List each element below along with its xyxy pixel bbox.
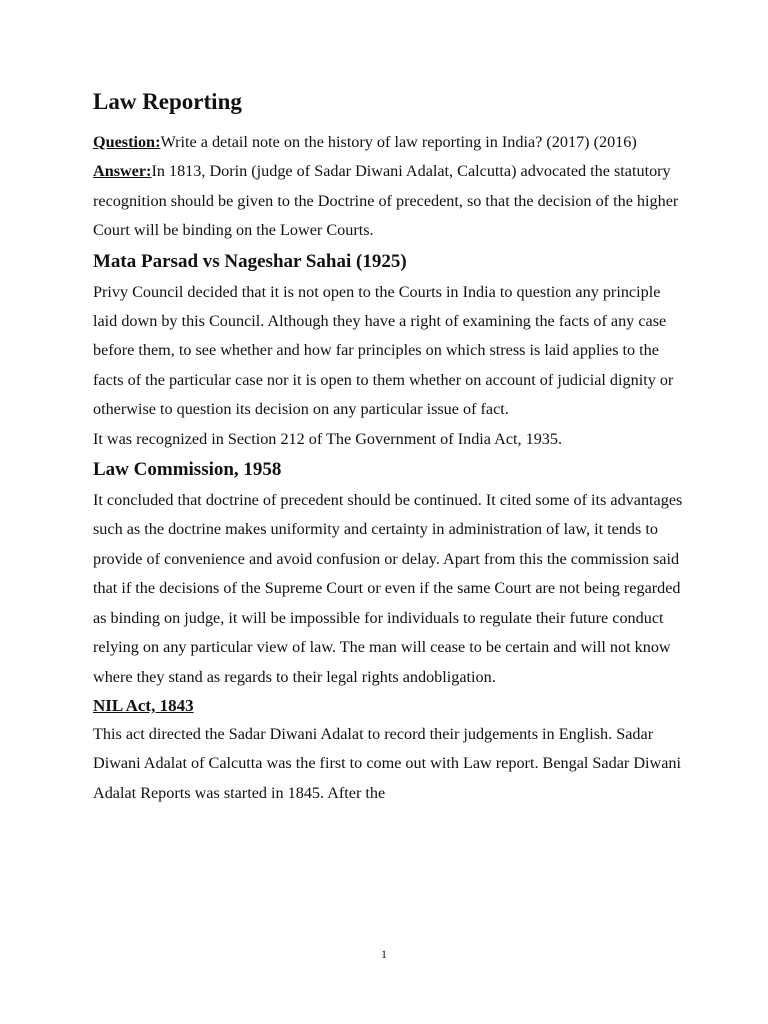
- document-page: [93, 86, 683, 808]
- question-text: Write a detail note on the history of law reporting in India? (2017) (2016): [160, 133, 637, 151]
- section-paragraph: It was recognized in Section 212 of The Government of India Act, 1935.: [93, 429, 563, 448]
- section-paragraph: This act directed the Sadar Diwani Adalat to record their judgements in English. Sadar Diwani Adalat of Calcutta was the first to come out with Law report. Bengal Sadar Diwani Adalat Reports was started in 1845. After the: [93, 724, 681, 802]
- section-heading-law-commission: Law Commission, 1958: [93, 459, 282, 481]
- answer-paragraph: [93, 157, 683, 245]
- document-title: Law Reporting: [93, 89, 242, 114]
- question-label: Question:: [93, 133, 161, 151]
- section-heading-nil-act: NIL Act, 1843: [93, 695, 194, 715]
- section-paragraph: Privy Council decided that it is not open to the Courts in India to question any principle laid down by this Council. Although they have a right of examining the facts of any case before them, to see whether and how far principles on which stress is laid applies to the facts of the particular case nor it is open to them whether on account of judicial dignity or otherwise to question its decision on any particular issue of fact.: [93, 282, 674, 419]
- answer-label: Answer:: [93, 162, 152, 181]
- section-paragraph: It concluded that doctrine of precedent should be continued. It cited some of its advantages such as the doctrine makes uniformity and certainty in administration of law, it tends to provide of convenience and avoid confusion or delay. Apart from this the commission said that if the decisions of the Supreme Court or even if the same Court are not being regarded as binding on judge, it will be impossible for individuals to regulate their future conduct relying on any particular view of law. The man will cease to be certain and will not know where they stand as regards to their legal rights andobligation.: [93, 491, 683, 686]
- section-heading-mata-parsad: Mata Parsad vs Nageshar Sahai (1925): [93, 250, 407, 272]
- answer-text: In 1813, Dorin (judge of Sadar Diwani Adalat, Calcutta) advocated the statutory recognition should be given to the Doctrine of precedent, so that the decision of the higher Court will be binding on the Lower Courts.: [93, 162, 679, 240]
- page-number: 1: [381, 947, 387, 961]
- question-paragraph: [93, 128, 683, 157]
